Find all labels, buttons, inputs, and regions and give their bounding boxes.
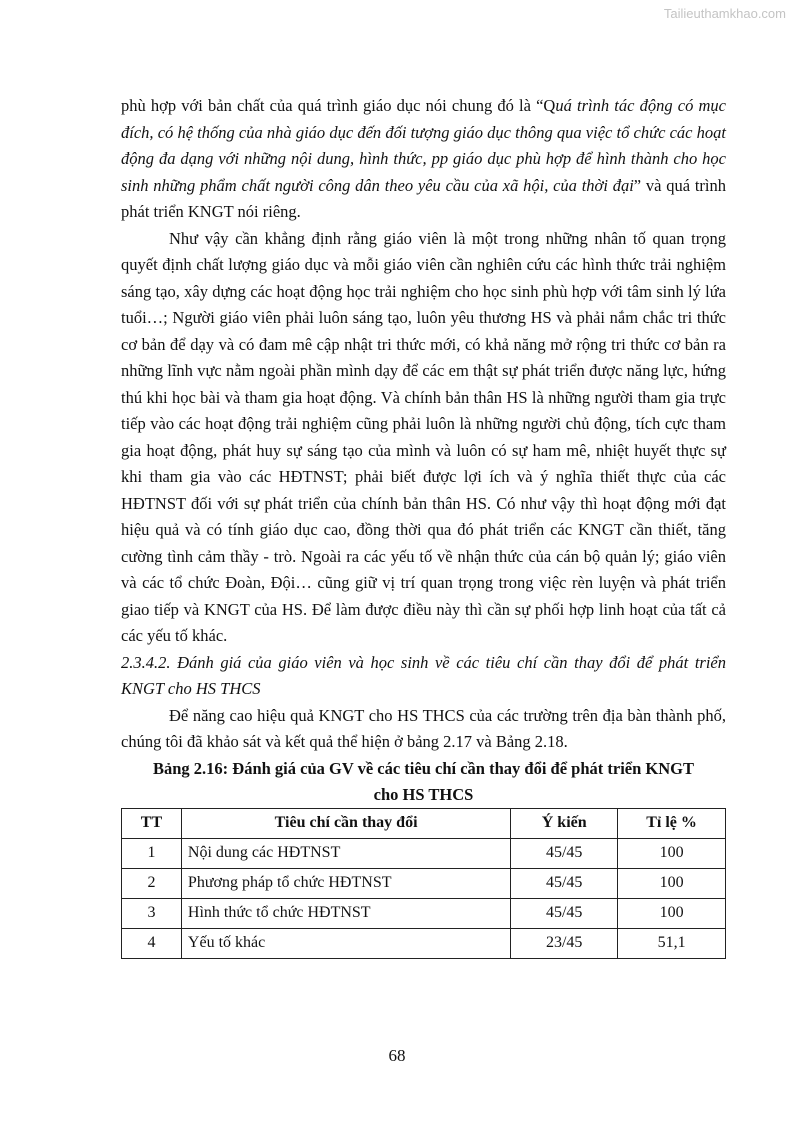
header-tt: TT: [122, 808, 182, 838]
table-caption: Bảng 2.16: Đánh giá của GV về các tiêu chí cần thay đổi để phát triển KNGT cho HS THCS: [152, 758, 694, 804]
table-row: 2 Phương pháp tổ chức HĐTNST 45/45 100: [122, 868, 726, 898]
criteria-table: [121, 808, 726, 959]
table-row: 1 Nội dung các HĐTNST 45/45 100: [122, 838, 726, 868]
header-criteria: Tiêu chí cần thay đổi: [181, 808, 510, 838]
quote-text: uá trình tác động có mục đích, có hệ thống của nhà giáo dục đến đối tượng giáo dục thông qua việc tổ chức các hoạt động đa dạng với những nội dung, hình thức, pp giáo dục phù hợp để hình thành cho học sinh những phẩm chất người công dân theo yêu cầu của xã hội, của thời đại: [121, 96, 727, 195]
watermark: Tailieuthamkhao.com: [663, 6, 786, 21]
paragraph-3: Để năng cao hiệu quả KNGT cho HS THCS của các trường trên địa bàn thành phố, chúng tôi đã khảo sát và kết quả thể hiện ở bảng 2.17 và Bảng 2.18.: [121, 705, 726, 751]
page-content: [121, 93, 726, 959]
table-row: 4 Yếu tố khác 23/45 51,1: [122, 928, 726, 958]
section-heading: 2.3.4.2. Đánh giá của giáo viên và học sinh về các tiêu chí cần thay đổi để phát triển KNGT cho HS THCS: [121, 652, 726, 698]
paragraph-1: phù hợp với bản chất của quá trình giáo dục nói chung đó là “Quá trình tác động có mục đích, có hệ thống của nhà giáo dục đến đối tượng giáo dục thông qua việc tổ chức các hoạt động đa dạng với những nội dung, hình thức, pp giáo dục phù hợp để hình thành cho học sinh những phẩm chất người công dân theo yêu cầu của xã hội, của thời đại” và quá trình phát triển KNGT nói riêng.: [121, 96, 727, 221]
header-rate: Tỉ lệ %: [618, 808, 726, 838]
page-number: 68: [388, 1046, 406, 1065]
table-row: 3 Hình thức tổ chức HĐTNST 45/45 100: [122, 898, 726, 928]
table-header-row: [122, 808, 726, 838]
paragraph-2: Như vậy cần khẳng định rằng giáo viên là một trong những nhân tố quan trọng quyết định chất lượng giáo dục và mỗi giáo viên cần nghiên cứu các hình thức trải nghiệm sáng tạo, xây dựng các hoạt động học trải nghiệm cho học sinh phù hợp với tâm sinh lý lứa tuổi…; Người giáo viên phải luôn sáng tạo, luôn yêu thương HS và phải nắm chắc tri thức cơ bản để dạy và có đam mê cập nhật tri thức mới, có khả năng mở rộng tri thức cơ bản ra những lĩnh vực nằm ngoài phần mình dạy để các em thật sự phát triển được năng lực, hứng thú khi học bài và tham gia hoạt động. Và chính bản thân HS là những người tham gia trực tiếp vào các hoạt động trải nghiệm cũng phải luôn là những người chủ động, tích cực tham gia hoạt động, phát huy sự sáng tạo của mình và luôn có sự ham mê, nhiệt huyết thực sự khi tham gia vào các HĐTNST; phải biết được lợi ích và ý nghĩa thiết thực của các HĐTNST đối với sự phát triển của chính bản thân HS. Có như vậy thì hoạt động mới đạt hiệu quả và có tính giáo dục cao, đồng thời qua đó phát triển các KNGT cần thiết, tăng cường tình cảm thầy - trò. Ngoài ra các yếu tố về nhận thức của cán bộ quản lý; giáo viên và các tổ chức Đoàn, Đội… cũng giữ vị trí quan trọng trong việc rèn luyện và phát triển giao tiếp và KNGT của HS. Để làm được điều này thì cần sự phối hợp linh hoạt của tất cả các yếu tố khác.: [121, 228, 726, 645]
header-opinion: Ý kiến: [511, 808, 618, 838]
